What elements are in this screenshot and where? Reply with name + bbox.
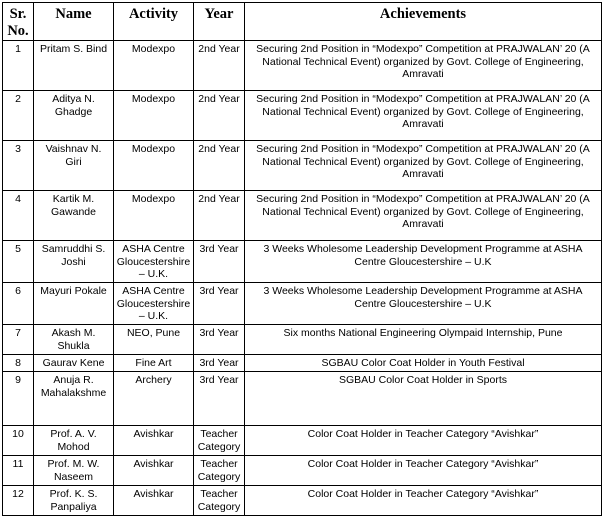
cell-achievement: Color Coat Holder in Teacher Category “Avishkar” <box>245 456 602 486</box>
cell-name: Anuja R. Mahalakshme <box>34 372 114 426</box>
cell-sr-no: 2 <box>3 91 34 141</box>
table-row <box>3 355 602 372</box>
table-row <box>3 241 602 283</box>
cell-achievement: 3 Weeks Wholesome Leadership Development Programme at ASHA Centre Gloucestershire – U.K <box>245 283 602 325</box>
cell-year: 3rd Year <box>194 283 245 325</box>
cell-sr-no: 1 <box>3 41 34 91</box>
cell-activity: Modexpo <box>114 41 194 91</box>
cell-activity: Modexpo <box>114 191 194 241</box>
table-row <box>3 91 602 141</box>
cell-name: Akash M. Shukla <box>34 325 114 355</box>
header-sr-no: Sr. No. <box>3 3 34 41</box>
cell-achievement: 3 Weeks Wholesome Leadership Development Programme at ASHA Centre Gloucestershire – U.K <box>245 241 602 283</box>
table-row <box>3 426 602 456</box>
cell-sr-no: 8 <box>3 355 34 372</box>
cell-activity: ASHA Centre Gloucestershire – U.K. <box>114 241 194 283</box>
cell-name: Pritam S. Bind <box>34 41 114 91</box>
cell-year: 2nd Year <box>194 41 245 91</box>
cell-achievement: Securing 2nd Position in “Modexpo” Competition at PRAJWALAN’ 20 (A National Technical Event) organized by Govt. College of Engineering, Amravati <box>245 41 602 91</box>
cell-sr-no: 7 <box>3 325 34 355</box>
cell-sr-no: 3 <box>3 141 34 191</box>
header-year: Year <box>194 3 245 41</box>
header-achievements: Achievements <box>245 3 602 41</box>
cell-activity: ASHA Centre Gloucestershire – U.K. <box>114 283 194 325</box>
cell-sr-no: 5 <box>3 241 34 283</box>
cell-name: Kartik M. Gawande <box>34 191 114 241</box>
table-row <box>3 456 602 486</box>
table-row <box>3 41 602 91</box>
table-row <box>3 191 602 241</box>
table-row <box>3 283 602 325</box>
cell-achievement: Securing 2nd Position in “Modexpo” Competition at PRAJWALAN’ 20 (A National Technical Event) organized by Govt. College of Engineering, Amravati <box>245 141 602 191</box>
cell-sr-no: 6 <box>3 283 34 325</box>
table-row <box>3 372 602 426</box>
cell-achievement: Color Coat Holder in Teacher Category “Avishkar” <box>245 486 602 516</box>
cell-year: 3rd Year <box>194 355 245 372</box>
cell-year: Teacher Category <box>194 426 245 456</box>
cell-year: Teacher Category <box>194 486 245 516</box>
cell-activity: Modexpo <box>114 141 194 191</box>
table-row <box>3 325 602 355</box>
cell-activity: Avishkar <box>114 426 194 456</box>
cell-activity: NEO, Pune <box>114 325 194 355</box>
cell-year: 2nd Year <box>194 141 245 191</box>
cell-year: 3rd Year <box>194 372 245 426</box>
cell-achievement: Securing 2nd Position in “Modexpo” Competition at PRAJWALAN’ 20 (A National Technical Event) organized by Govt. College of Engineering, Amravati <box>245 91 602 141</box>
cell-name: Samruddhi S. Joshi <box>34 241 114 283</box>
header-row <box>3 3 602 41</box>
cell-achievement: Securing 2nd Position in “Modexpo” Competition at PRAJWALAN’ 20 (A National Technical Event) organized by Govt. College of Engineering, Amravati <box>245 191 602 241</box>
header-name: Name <box>34 3 114 41</box>
cell-year: Teacher Category <box>194 456 245 486</box>
cell-name: Aditya N. Ghadge <box>34 91 114 141</box>
cell-sr-no: 9 <box>3 372 34 426</box>
cell-achievement: SGBAU Color Coat Holder in Youth Festival <box>245 355 602 372</box>
cell-sr-no: 10 <box>3 426 34 456</box>
cell-name: Prof. A. V. Mohod <box>34 426 114 456</box>
cell-activity: Archery <box>114 372 194 426</box>
cell-achievement: Color Coat Holder in Teacher Category “Avishkar” <box>245 426 602 456</box>
cell-activity: Modexpo <box>114 91 194 141</box>
cell-name: Prof. K. S. Panpaliya <box>34 486 114 516</box>
cell-year: 3rd Year <box>194 325 245 355</box>
cell-sr-no: 11 <box>3 456 34 486</box>
cell-activity: Avishkar <box>114 486 194 516</box>
cell-name: Prof. M. W. Naseem <box>34 456 114 486</box>
cell-sr-no: 12 <box>3 486 34 516</box>
cell-name: Gaurav Kene <box>34 355 114 372</box>
cell-activity: Avishkar <box>114 456 194 486</box>
cell-activity: Fine Art <box>114 355 194 372</box>
cell-year: 2nd Year <box>194 191 245 241</box>
table-row <box>3 486 602 516</box>
achievements-table <box>2 2 602 516</box>
header-activity: Activity <box>114 3 194 41</box>
cell-achievement: SGBAU Color Coat Holder in Sports <box>245 372 602 426</box>
cell-achievement: Six months National Engineering Olympaid Internship, Pune <box>245 325 602 355</box>
cell-year: 2nd Year <box>194 91 245 141</box>
cell-sr-no: 4 <box>3 191 34 241</box>
cell-year: 3rd Year <box>194 241 245 283</box>
cell-name: Mayuri Pokale <box>34 283 114 325</box>
cell-name: Vaishnav N. Giri <box>34 141 114 191</box>
table-row <box>3 141 602 191</box>
